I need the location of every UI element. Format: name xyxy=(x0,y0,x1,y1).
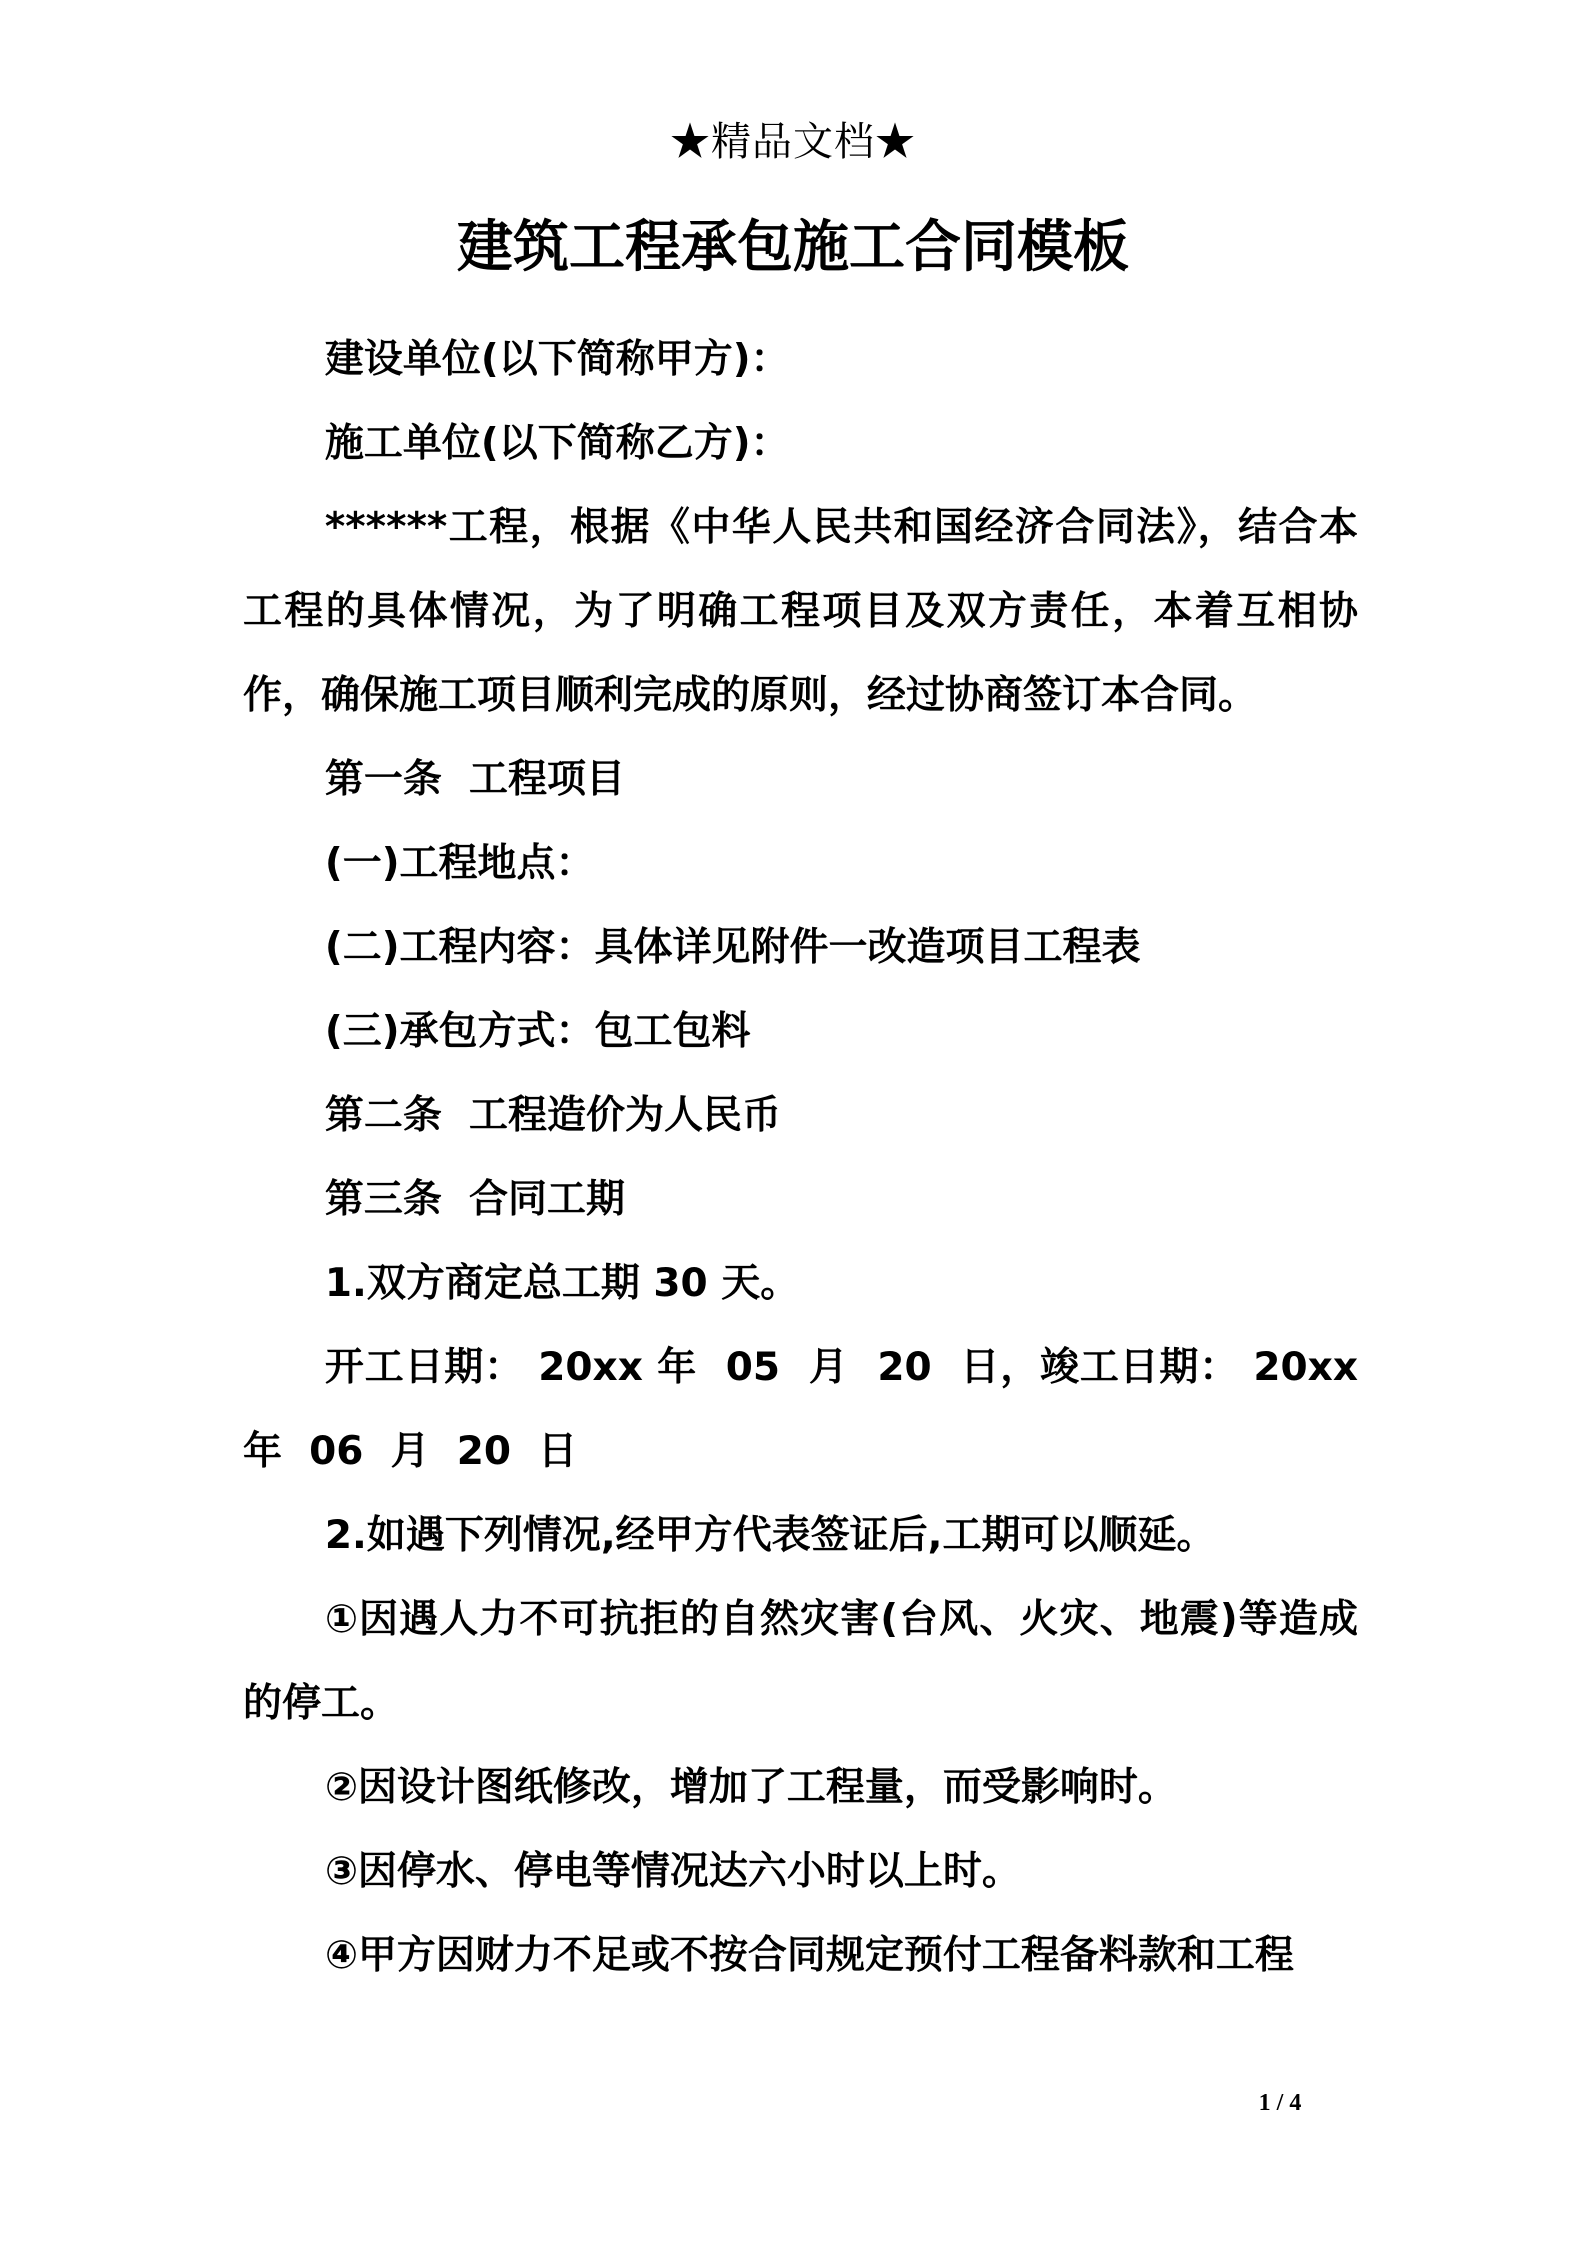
article-3-heading: 第三条 合同工期 xyxy=(324,1177,626,1222)
paragraph-contract-method: (三)承包方式：包工包料 xyxy=(324,1009,751,1054)
paragraph-extension-conditions: 2.如遇下列情况,经甲方代表签证后,工期可以顺延。 xyxy=(324,1513,1216,1558)
page-number: 1 / 4 xyxy=(1258,2090,1302,2116)
paragraph-condition-3: ③因停水、停电等情况达六小时以上时。 xyxy=(324,1849,1021,1894)
paragraph-party-b: 施工单位(以下简称乙方)： xyxy=(324,421,790,466)
paragraph-party-a: 建设单位(以下简称甲方)： xyxy=(324,337,790,382)
paragraph-project-location: (一)工程地点： xyxy=(324,841,595,886)
article-2-heading: 第二条 工程造价为人民币 xyxy=(324,1093,782,1138)
paragraph-preamble: ******工程，根据《中华人民共和国经济合同法》，结合本工程的具体情况，为了明确工程项目及双方责任，本着互相协作，确保施工项目顺利完成的原则，经过协商签订本合同。 xyxy=(243,505,1358,718)
document-header-mark: ★精品文档★ xyxy=(670,119,916,165)
paragraph-condition-4: ④甲方因财力不足或不按合同规定预付工程备料款和工程 xyxy=(324,1933,1294,1978)
paragraph-dates: 开工日期： 20xx 年 05 月 20 日，竣工日期： 20xx 年 06 月 20 日 xyxy=(243,1345,1386,1474)
paragraph-condition-2: ②因设计图纸修改，增加了工程量，而受影响时。 xyxy=(324,1765,1177,1810)
paragraph-total-duration: 1.双方商定总工期 30 天。 xyxy=(324,1261,800,1306)
paragraph-condition-1: ①因遇人力不可抗拒的自然灾害(台风、火灾、地震)等造成的停工。 xyxy=(243,1597,1358,1726)
paragraph-project-content: (二)工程内容：具体详见附件一改造项目工程表 xyxy=(324,925,1141,970)
document-body xyxy=(243,318,1386,1998)
article-1-heading: 第一条 工程项目 xyxy=(324,757,626,802)
document-title: 建筑工程承包施工合同模板 xyxy=(457,215,1129,280)
